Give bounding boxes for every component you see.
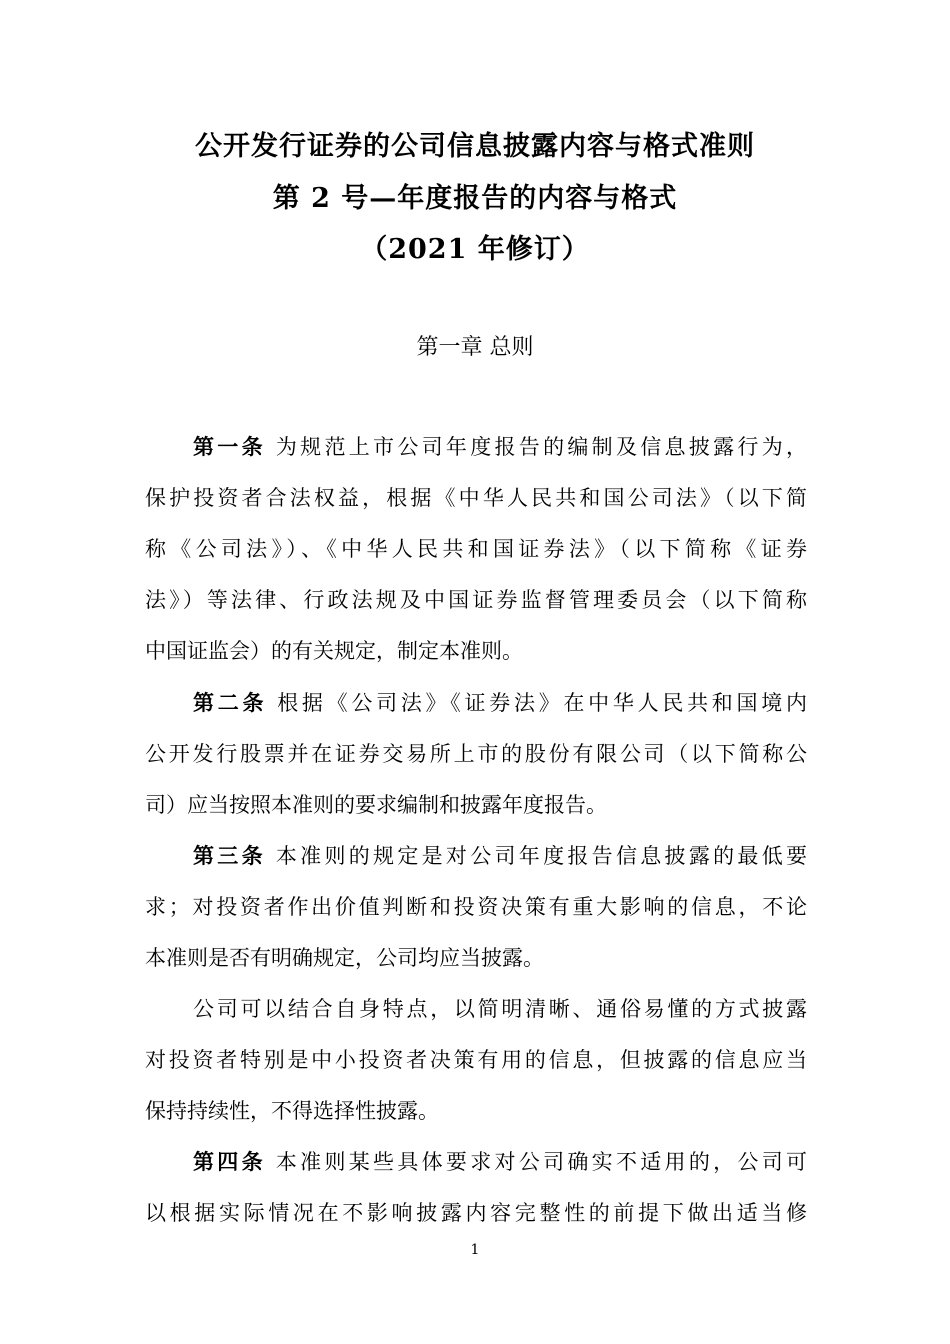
article-1-line-1 <box>193 432 807 462</box>
article-2-line-2: 公开发行股票并在证券交易所上市的股份有限公司（以下简称公 <box>145 742 807 766</box>
article-4-line-2: 以根据实际情况在不影响披露内容完整性的前提下做出适当修 <box>145 1201 807 1225</box>
paragraph-line-2: 对投资者特别是中小投资者决策有用的信息，但披露的信息应当 <box>145 1048 807 1072</box>
article-3-label: 第三条 <box>193 844 266 868</box>
article-1-line-5: 中国证监会）的有关规定，制定本准则。 <box>145 639 523 663</box>
article-2-line-1 <box>193 688 807 718</box>
article-1-text: 为规范上市公司年度报告的编制及信息披露行为， <box>275 435 807 459</box>
article-1-line-2: 保护投资者合法权益，根据《中华人民共和国公司法》（以下简 <box>145 486 807 510</box>
article-3-line-1 <box>193 841 807 871</box>
article-1-label: 第一条 <box>193 435 266 459</box>
article-4-text: 本准则某些具体要求对公司确实不适用的，公司可 <box>275 1150 807 1174</box>
article-2-line-3: 司）应当按照本准则的要求编制和披露年度报告。 <box>145 793 607 817</box>
article-1-line-3: 称《公司法》）、《中华人民共和国证券法》（以下简称《证券 <box>145 537 807 561</box>
document-title-line-1: 公开发行证券的公司信息披露内容与格式准则 <box>195 131 755 162</box>
article-4-label: 第四条 <box>193 1150 266 1174</box>
article-4-line-1 <box>193 1147 807 1177</box>
article-3-text: 本准则的规定是对公司年度报告信息披露的最低要 <box>275 844 807 868</box>
article-1-line-4: 法》）等法律、行政法规及中国证券监督管理委员会（以下简称 <box>145 588 807 612</box>
paragraph-line-1: 公司可以结合自身特点，以简明清晰、通俗易懂的方式披露 <box>193 997 807 1021</box>
page-number: 1 <box>470 1242 480 1258</box>
document-title-line-3: （2021 年修订） <box>360 234 590 265</box>
chapter-heading: 第一章 总则 <box>416 335 534 360</box>
article-2-label: 第二条 <box>193 691 268 715</box>
article-3-line-3: 本准则是否有明确规定，公司均应当披露。 <box>145 946 544 970</box>
article-3-line-2: 求；对投资者作出价值判断和投资决策有重大影响的信息，不论 <box>145 895 807 919</box>
article-2-text: 根据《公司法》《证券法》在中华人民共和国境内 <box>277 691 807 715</box>
paragraph-line-3: 保持持续性，不得选择性披露。 <box>145 1099 439 1123</box>
document-title-line-2: 第 2 号—年度报告的内容与格式 <box>272 183 678 214</box>
